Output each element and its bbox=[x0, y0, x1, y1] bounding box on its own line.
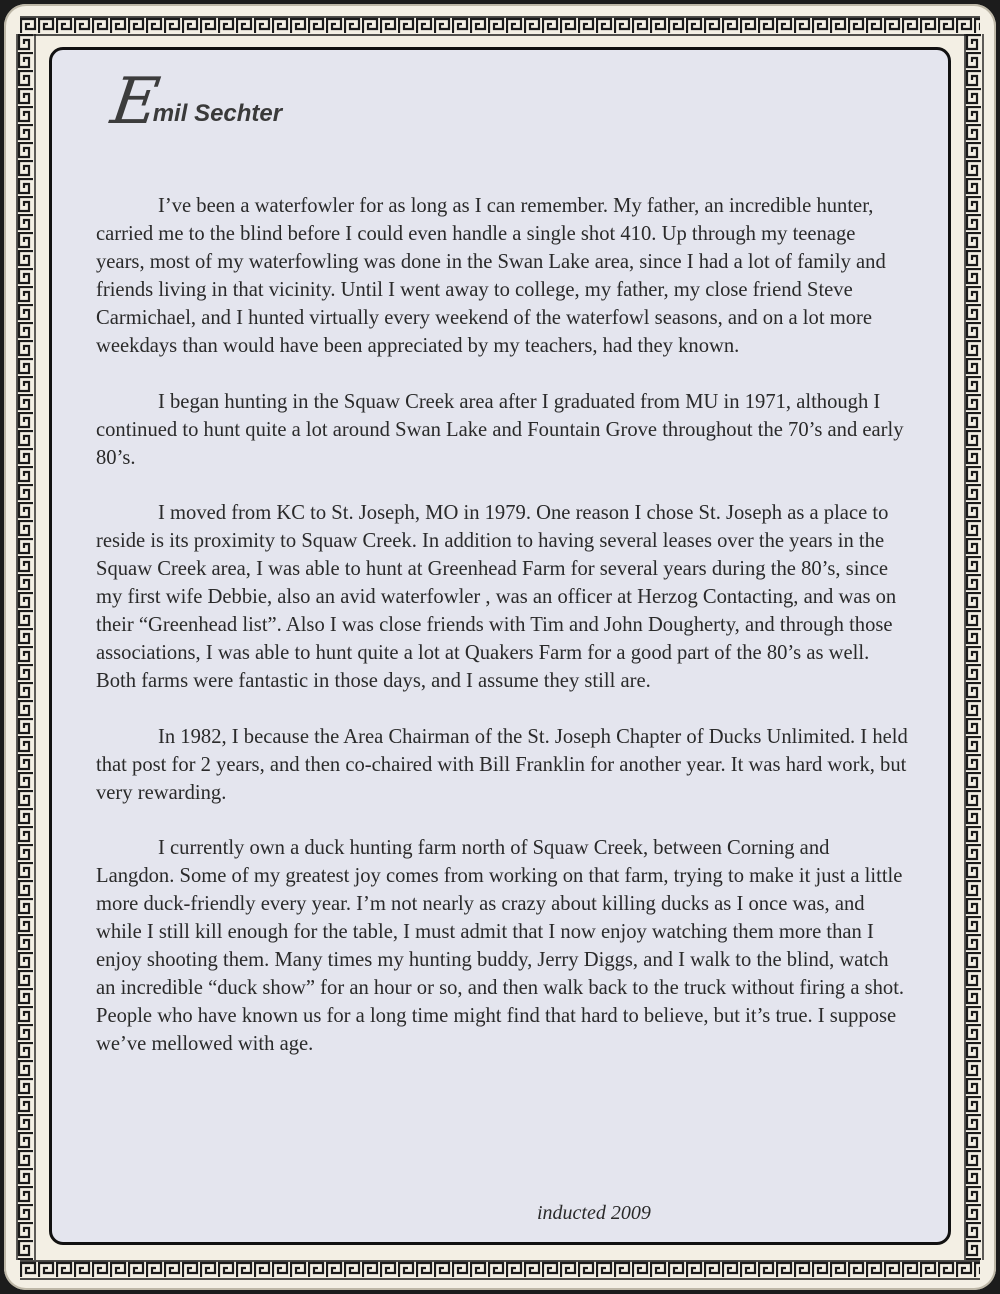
article-body bbox=[96, 192, 908, 1086]
paragraph: I’ve been a waterfowler for as long as I can remember. My father, an incredible hunter, carried me to the blind before I could even handle a single shot 410. Up through my teenage years, most of my waterfowling was done in the Swan Lake area, since I had a lot of family and friends living in that vicinity. Until I went away to college, my father, my close friend Steve Carmichael, and I hunted virtually every weekend of the waterfowl seasons, and on a lot more weekdays than would have been appreciated by my teachers, had they known. bbox=[96, 195, 886, 358]
greek-key-border-left bbox=[16, 34, 36, 1260]
title-initial: E bbox=[106, 65, 164, 139]
paragraph: I began hunting in the Squaw Creek area after I graduated from MU in 1971, although I continued to hunt quite a lot around Swan Lake and Fountain Grove throughout the 70’s and early 80’s. bbox=[96, 390, 904, 469]
page-title bbox=[106, 65, 283, 139]
paragraph: I currently own a duck hunting farm north of Squaw Creek, between Corning and Langdon. Some of my greatest joy comes from working on that farm, trying to make it just a little more duck-friendly every year. I’m not nearly as crazy about killing ducks as I once was, and while I still kill enough for the table, I must admit that I now enjoy watching them more than I enjoy shooting them. Many times my hunting buddy, Jerry Diggs, and I walk to the blind, watch an incredible “duck show” for an hour or so, and then walk back to the truck without firing a shot. People who have known us for a long time might find that hard to believe, but it’s true. I suppose we’ve mellowed with age. bbox=[96, 836, 905, 1056]
title-rest: mil Sechter bbox=[152, 100, 283, 127]
paragraph: In 1982, I because the Area Chairman of the St. Joseph Chapter of Ducks Unlimited. I held that post for 2 years, and then co-chaired with Bill Franklin for another year. It was hard work, but very rewarding. bbox=[96, 725, 908, 804]
greek-key-border-top bbox=[20, 16, 980, 36]
greek-key-border-right bbox=[964, 34, 984, 1260]
greek-key-border-bottom bbox=[20, 1260, 980, 1280]
paragraph: I moved from KC to St. Joseph, MO in 1979. One reason I chose St. Joseph as a place to reside is its proximity to Squaw Creek. In addition to having several leases over the years in the Squaw Creek area, I was able to hunt at Greenhead Farm for several years during the 80’s, since my first wife Debbie, also an avid waterfowler , was an officer at Herzog Contacting, and was on their “Greenhead list”. Also I was close friends with Tim and John Dougherty, and through those associations, I was able to hunt quite a lot at Quakers Farm for a good part of the 80’s as well. Both farms were fantastic in those days, and I assume they still are. bbox=[96, 501, 897, 693]
induction-note: inducted 2009 bbox=[537, 1202, 651, 1224]
